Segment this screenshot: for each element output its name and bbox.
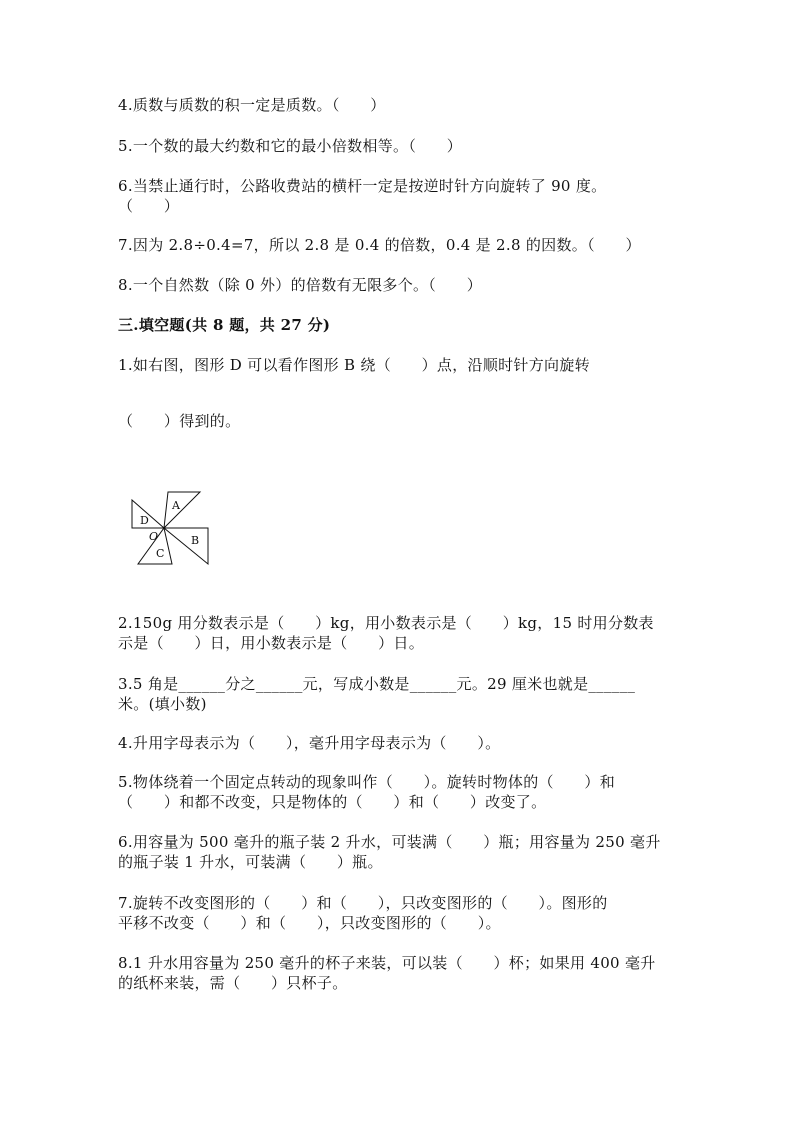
label-d: D xyxy=(140,514,149,527)
fill-item-2-line1: 2.150g 用分数表示是（ ）kg，用小数表示是（ ）kg，15 时用分数表 xyxy=(118,614,654,632)
judgement-item-6: 6.当禁止通行时，公路收费站的横杆一定是按逆时针方向旋转了 90 度。 xyxy=(118,177,607,195)
judgement-item-5: 5.一个数的最大约数和它的最小倍数相等。（ ） xyxy=(118,137,463,155)
fill-item-4: 4.升用字母表示为（ ），毫升用字母表示为（ ）。 xyxy=(118,734,501,752)
fill-item-1-line1: 1.如右图，图形 D 可以看作图形 B 绕（ ）点，沿顺时针方向旋转 xyxy=(118,356,590,374)
fill-item-5-line1: 5.物体绕着一个固定点转动的现象叫作（ ）。旋转时物体的（ ）和 xyxy=(118,773,616,791)
fill-item-3-line2: 米。(填小数) xyxy=(118,695,207,713)
label-a: A xyxy=(172,499,180,512)
judgement-item-6-answer: （ ） xyxy=(118,197,180,215)
fill-item-7-line1: 7.旋转不改变图形的（ ）和（ ），只改变图形的（ ）。图形的 xyxy=(118,894,608,912)
judgement-item-7: 7.因为 2.8÷0.4=7，所以 2.8 是 0.4 的倍数，0.4 是 2.8 的因数。（ ） xyxy=(118,236,641,254)
fill-item-2-line2: 示是（ ）日，用小数表示是（ ）日。 xyxy=(118,634,425,652)
label-c: C xyxy=(156,547,165,560)
triangle-a xyxy=(164,492,200,528)
fill-item-7-line2: 平移不改变（ ）和（ ），只改变图形的（ ）。 xyxy=(118,914,501,932)
fill-item-5-line2: （ ）和都不改变，只是物体的（ ）和（ ）改变了。 xyxy=(118,793,547,811)
section-heading-fill-blank: 三.填空题(共 8 题，共 27 分) xyxy=(118,316,331,334)
label-b: B xyxy=(191,534,200,547)
judgement-item-4: 4.质数与质数的积一定是质数。（ ） xyxy=(118,96,386,114)
fill-item-6-line1: 6.用容量为 500 毫升的瓶子装 2 升水，可装满（ ）瓶；用容量为 250 毫升 xyxy=(118,833,661,851)
fill-item-8-line2: 的纸杯来装，需（ ）只杯子。 xyxy=(118,974,348,992)
fill-item-3-line1: 3.5 角是______分之______元，写成小数是______元。29 厘米也就是______ xyxy=(118,675,636,693)
label-o: O xyxy=(149,530,159,543)
fill-item-1-line2: （ ）得到的。 xyxy=(118,412,241,430)
fill-item-8-line1: 8.1 升水用容量为 250 毫升的杯子来装，可以装（ ）杯；如果用 400 毫升 xyxy=(118,954,656,972)
judgement-item-8: 8.一个自然数（除 0 外）的倍数有无限多个。（ ） xyxy=(118,276,482,294)
pinwheel-figure xyxy=(126,486,216,568)
fill-item-6-line2: 的瓶子装 1 升水，可装满（ ）瓶。 xyxy=(118,853,383,871)
